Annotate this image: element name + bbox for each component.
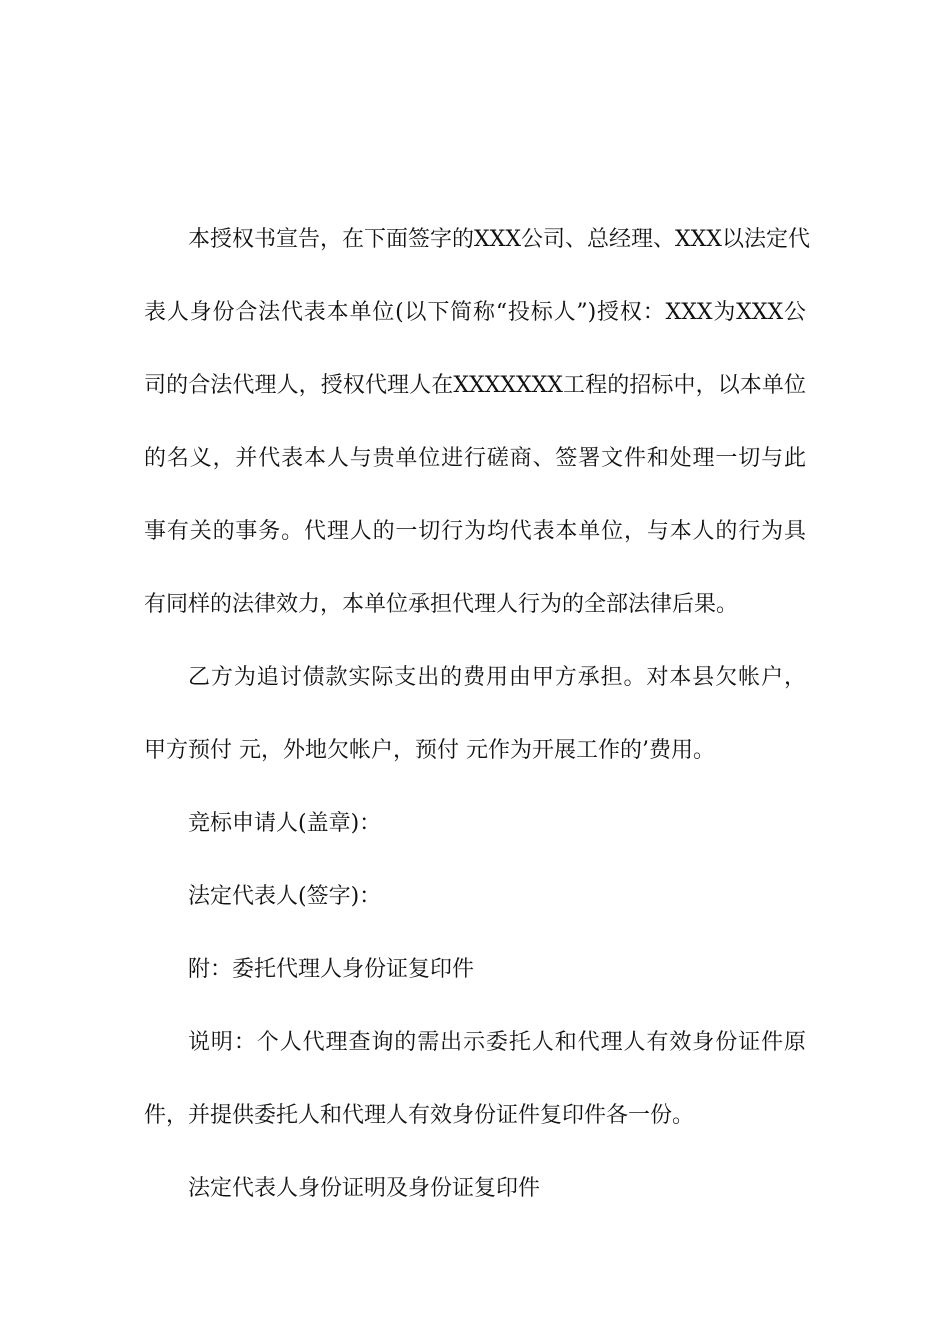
text-line: 附：委托代理人身份证复印件 [188, 957, 475, 982]
text-line: 乙方为追讨债款实际支出的费用由甲方承担。对本县欠帐户， [188, 665, 806, 690]
paragraph-applicant-seal [144, 787, 806, 860]
text-line: 法定代表人身份证明及身份证复印件 [188, 1176, 541, 1201]
text-line: 事有关的事务。代理人的一切行为均代表本单位，与本人的行为具 [144, 519, 806, 544]
text-line: 甲方预付 元，外地欠帐户，预付 元作为开展工作的’费用。 [144, 738, 715, 763]
paragraph-authorization [144, 203, 810, 641]
text-line: 件，并提供委托人和代理人有效身份证件复印件各一份。 [144, 1103, 695, 1128]
text-line: 的名义，并代表本人与贵单位进行磋商、签署文件和处理一切与此 [144, 446, 806, 471]
document-body [144, 203, 810, 1225]
paragraph-note [144, 1006, 806, 1152]
paragraph-legal-rep-signature [144, 860, 806, 933]
text-line: 法定代表人(签字)： [188, 884, 382, 909]
text-line: 有同样的法律效力，本单位承担代理人行为的全部法律后果。 [144, 592, 739, 617]
text-line: 司的合法代理人，授权代理人在XXXXXXX工程的招标中，以本单位 [144, 373, 806, 398]
text-line: 本授权书宣告，在下面签字的XXX公司、总经理、XXX以法定代 [188, 227, 810, 252]
paragraph-id-proof-heading [144, 1152, 806, 1225]
text-line: 竞标申请人(盖章)： [188, 811, 382, 836]
text-line: 表人身份合法代表本单位(以下简称“投标人”)授权：XXX为XXX公 [144, 300, 806, 325]
text-line: 说明：个人代理查询的需出示委托人和代理人有效身份证件原 [188, 1030, 806, 1055]
paragraph-attachment [144, 933, 806, 1006]
paragraph-expenses [144, 641, 806, 787]
